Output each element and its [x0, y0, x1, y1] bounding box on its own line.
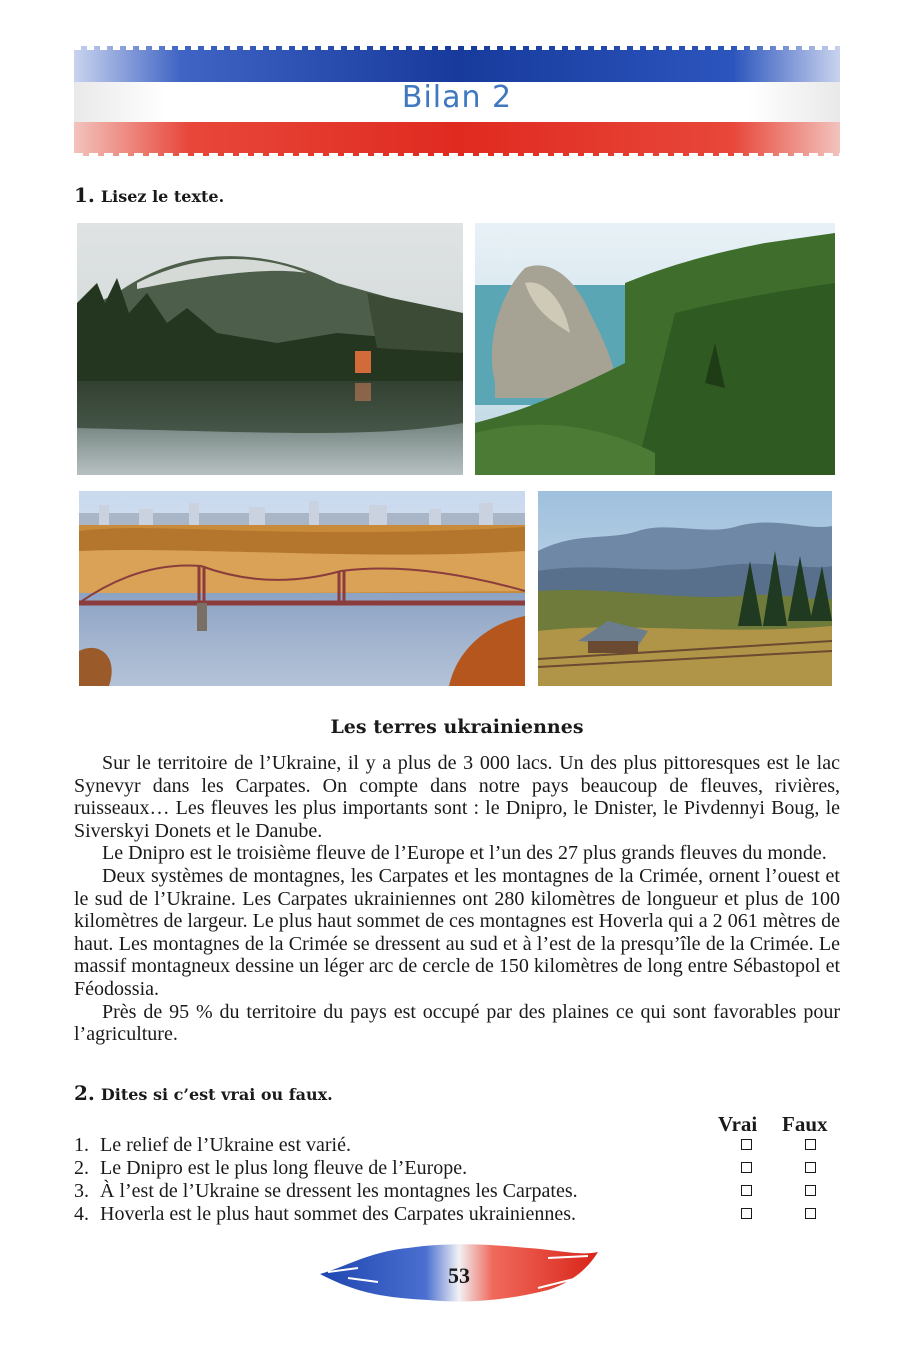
statement-text: Le relief de l’Ukraine est varié. — [100, 1134, 351, 1156]
paragraph: Près de 95 % du territoire du pays est occupé par des plaines ce qui sont favorables pour l’agriculture. — [74, 1000, 840, 1046]
text-title: Les terres ukrainiennes — [330, 716, 584, 738]
banner-torn-edge — [74, 153, 840, 160]
checkbox-true-1[interactable] — [741, 1139, 752, 1150]
dnipro-bridge-icon — [79, 491, 525, 686]
banner-torn-edge — [74, 42, 840, 50]
checkbox-false-4[interactable] — [805, 1208, 816, 1219]
paragraph: Le Dnipro est le troisième fleuve de l’Europe et l’un des 27 plus grands fleuves du monde. — [102, 842, 827, 865]
paragraph: Sur le territoire de l’Ukraine, il y a plus de 3 000 lacs. Un des plus pittoresques est le lac Synevyr dans les Carpates. On compte dans notre pays beaucoup de fleuves, rivières, ruisseaux… Les fleuves les plus importants sont : le Dnipro, le Dnister, le Pivdennyi Boug, le Siverskyi Donets et le Danube. — [74, 752, 840, 842]
lac-synevyr-icon — [77, 223, 463, 475]
checkbox-false-3[interactable] — [805, 1185, 816, 1196]
column-header-false: Faux — [782, 1112, 828, 1136]
page-number: 53 — [448, 1263, 470, 1288]
statement-text: Le Dnipro est le plus long fleuve de l’Europe. — [100, 1157, 468, 1179]
statement-row — [74, 1203, 576, 1226]
checkbox-false-1[interactable] — [805, 1139, 816, 1150]
checkbox-false-2[interactable] — [805, 1162, 816, 1173]
statement-row — [74, 1180, 578, 1203]
statement-number: 4. — [74, 1203, 89, 1225]
instruction-text: Dites si c’est vrai ou faux. — [100, 1085, 333, 1104]
statement-number: 1. — [74, 1134, 89, 1156]
statement-text: Hoverla est le plus haut sommet des Carpates ukrainiennes. — [100, 1203, 576, 1225]
banner-red-stripe — [74, 122, 840, 156]
exercise-number: 2. — [74, 1081, 95, 1105]
carpathian-village-photo — [538, 491, 832, 686]
reading-text — [74, 752, 840, 1046]
paragraph: Deux systèmes de montagnes, les Carpates et les montagnes de la Crimée, ornent l’ouest et le sud de l’Ukraine. Les Carpates ukrainiennes ont 280 kilomètres de longueur et plus de 100 kilomètres de largeur. Le plus haut sommet de ces montagnes est Hoverla qui a 2 061 mètres de haut. Les montagnes de la Crimée se dressent au sud et à l’est de la presqu’île de la Crimée. Le massif montagneux dessine un léger arc de cercle de 150 kilomètres de long entre Sébastopol et Féodossia. — [74, 864, 840, 1000]
checkbox-true-3[interactable] — [741, 1185, 752, 1196]
column-header-true: Vrai — [718, 1112, 758, 1136]
lake-synevyr-photo — [77, 223, 463, 475]
checkbox-true-4[interactable] — [741, 1208, 752, 1219]
checkbox-true-2[interactable] — [741, 1162, 752, 1173]
statement-text: À l’est de l’Ukraine se dressent les montagnes les Carpates. — [100, 1180, 578, 1202]
page-title: Bilan 2 — [401, 80, 513, 115]
instruction-text: Lisez le texte. — [100, 187, 225, 206]
carpathian-village-icon — [538, 491, 832, 686]
exercise-number: 1. — [74, 183, 95, 207]
dnipro-bridge-photo — [79, 491, 525, 686]
statement-row — [74, 1157, 467, 1180]
exercise-2-instruction — [74, 1081, 333, 1105]
statement-row — [74, 1134, 351, 1157]
statement-number: 3. — [74, 1180, 89, 1202]
exercise-1-instruction — [74, 183, 224, 207]
statement-number: 2. — [74, 1157, 89, 1179]
crimea-coast-icon — [475, 223, 835, 475]
crimea-coast-photo — [475, 223, 835, 475]
